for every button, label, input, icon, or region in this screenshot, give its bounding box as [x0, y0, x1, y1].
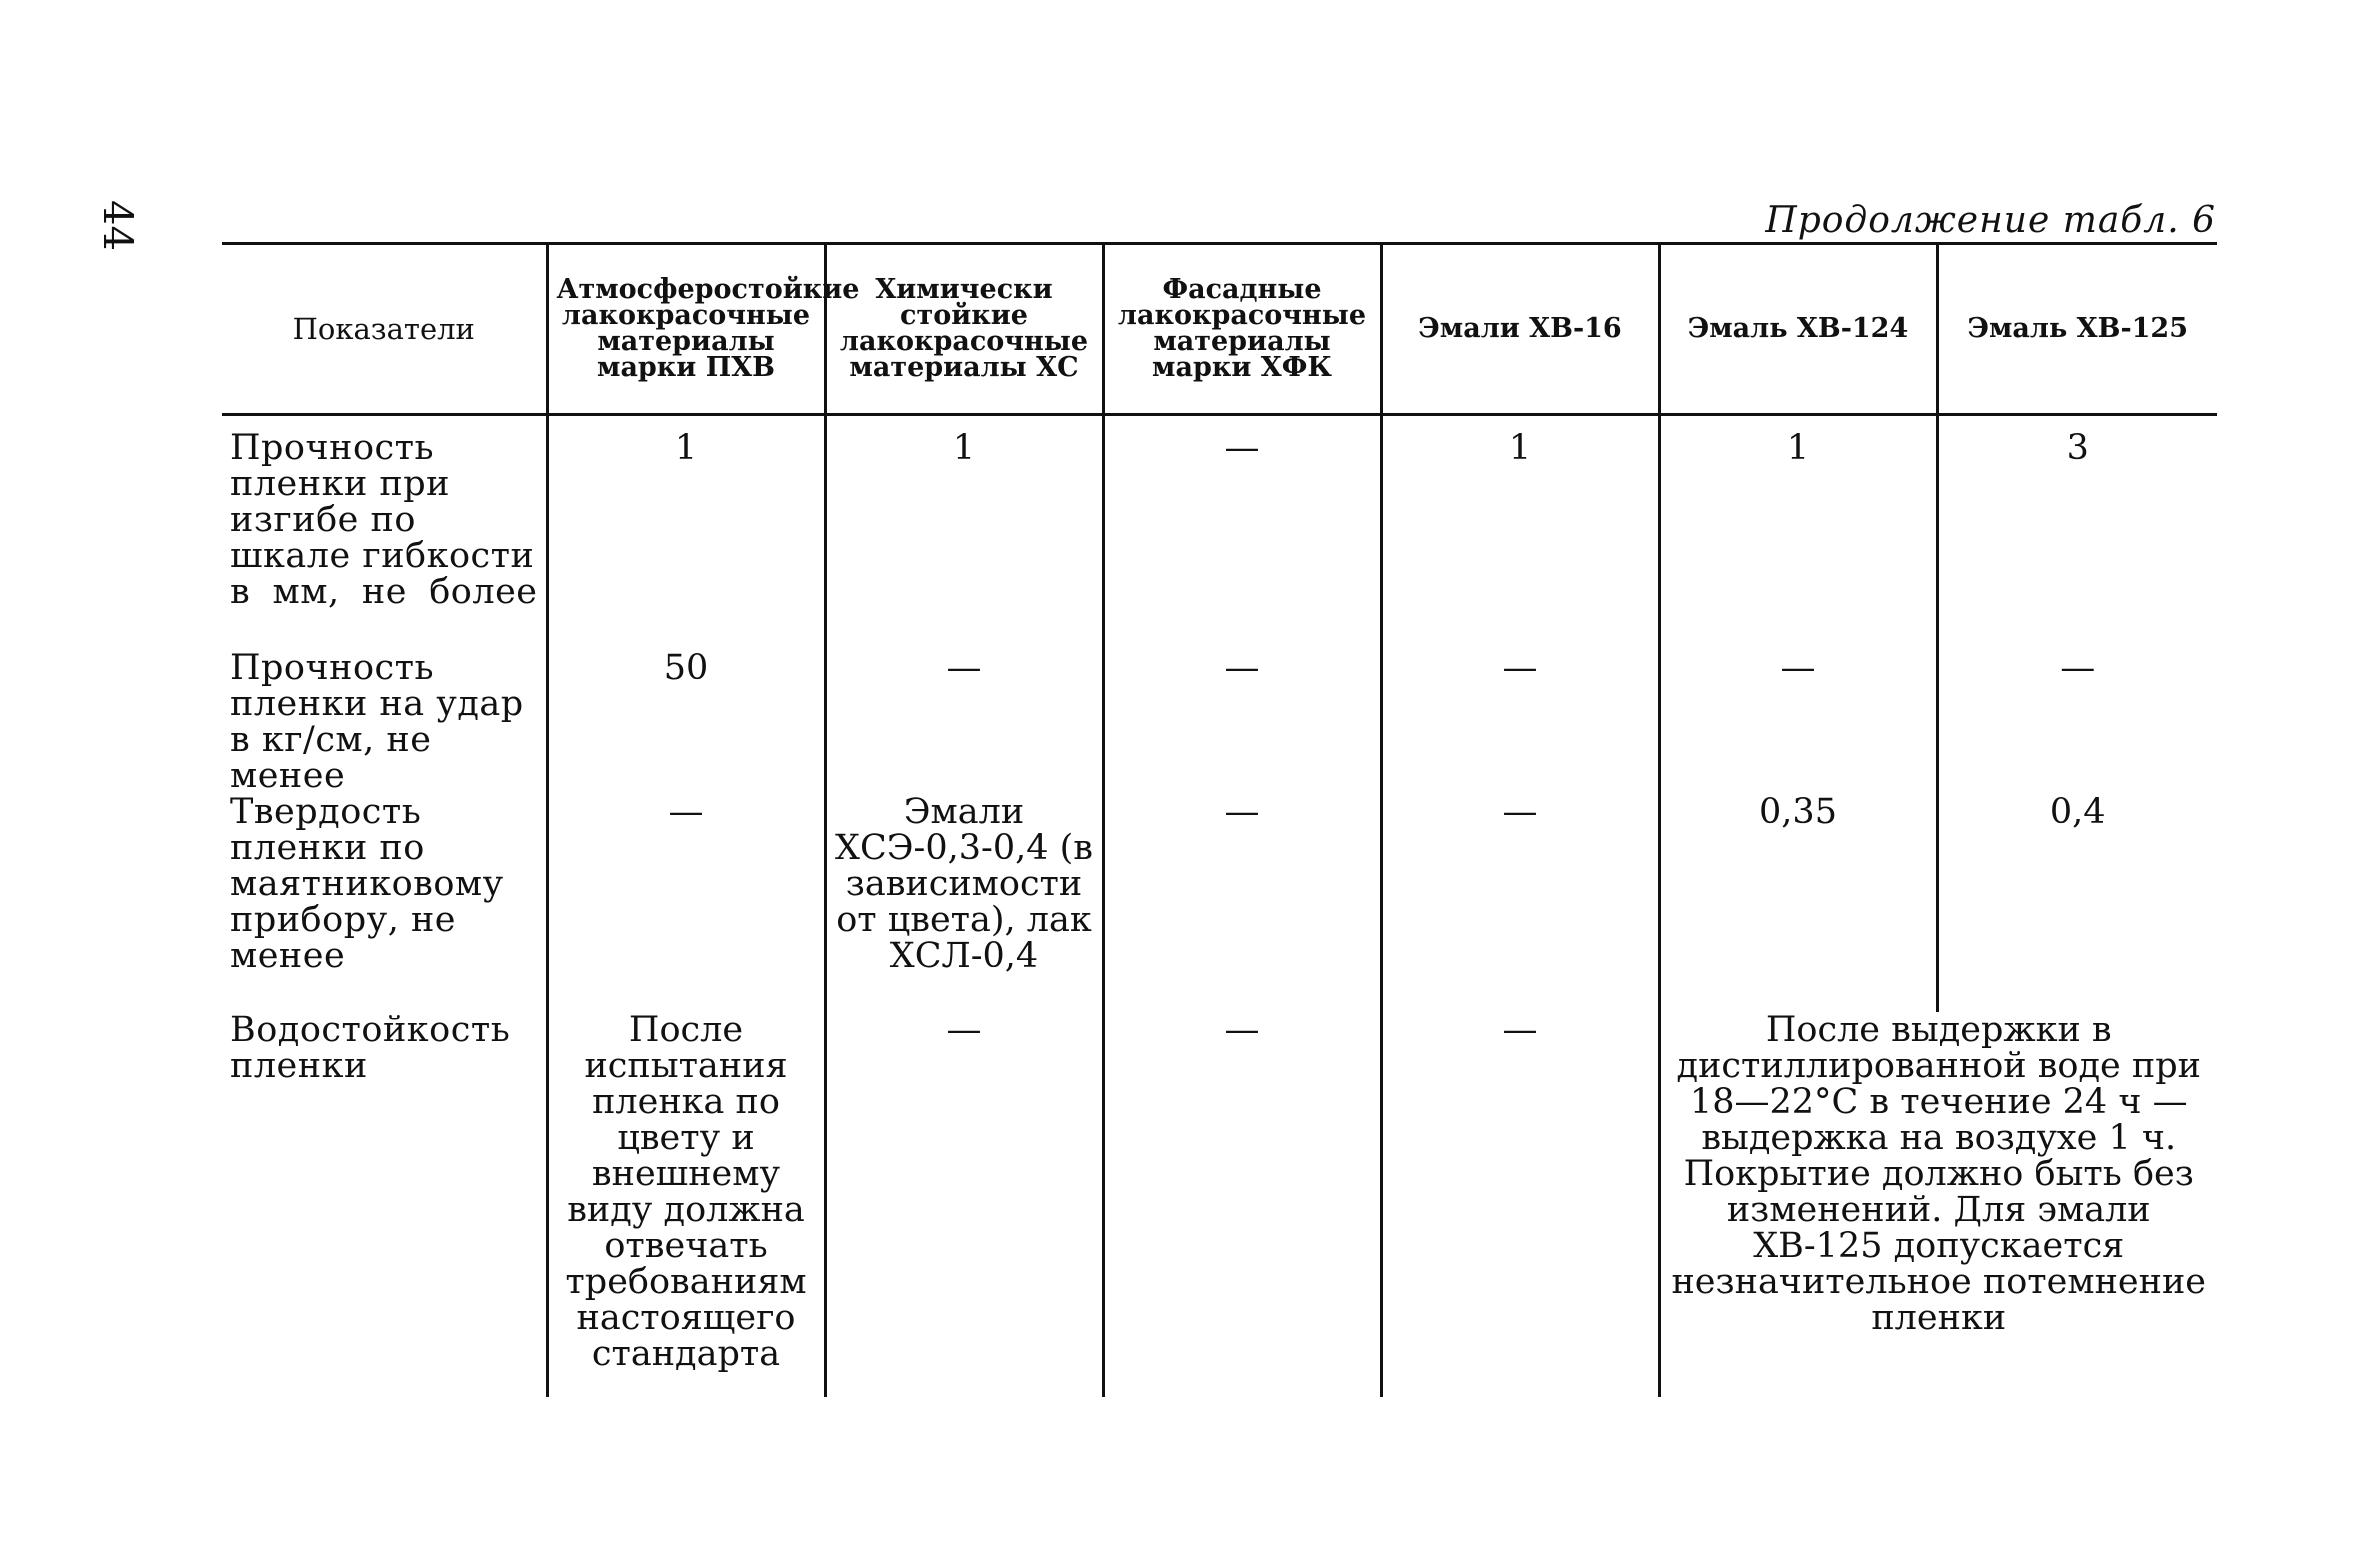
header-indicators: Показатели — [222, 244, 547, 415]
row-label-impact-strength: Прочность пленки на удар в кг/см, не менее — [230, 648, 524, 796]
cell-khv-16: — — [1381, 1012, 1659, 1397]
table-row-hardness — [222, 794, 2217, 1012]
page-number — [94, 200, 140, 251]
row-label-bend-strength: Прочность пленки при изгибе по шкале гибкости в мм, не более — [230, 428, 538, 612]
cell-khv-124: — — [1659, 650, 1937, 794]
row-label-water-resistance: Водостойкость пленки — [230, 1010, 511, 1086]
cell-khs: — — [825, 650, 1103, 794]
cell-khv-125: 3 — [1937, 430, 2217, 650]
cell-khfk: — — [1103, 430, 1381, 650]
header-pkhv: Атмосферостойкие лакокрасочные материалы марки ПХВ — [547, 244, 825, 415]
properties-table — [222, 242, 2217, 1397]
cell-khv-125: — — [1937, 650, 2217, 794]
header-khv-16: Эмали ХВ-16 — [1381, 244, 1659, 415]
cell-khs: 1 — [825, 430, 1103, 650]
cell-khfk: — — [1103, 794, 1381, 1012]
table-row-bend-strength — [222, 430, 2217, 650]
cell-khv-125: 0,4 — [1937, 794, 2217, 1012]
cell-khfk: — — [1103, 1012, 1381, 1397]
header-khv-124: Эмаль ХВ-124 — [1659, 244, 1937, 415]
table-row-water-resistance — [222, 1012, 2217, 1397]
cell-khv-16: 1 — [1381, 430, 1659, 650]
header-khv-125: Эмаль ХВ-125 — [1937, 244, 2217, 415]
header-khfk: Фасадные лакокрасочные материалы марки ХФК — [1103, 244, 1381, 415]
cell-khfk: — — [1103, 650, 1381, 794]
cell-khv-124: 1 — [1659, 430, 1937, 650]
row-label-hardness: Твердость пленки по маятниковому прибору, не менее — [230, 792, 504, 976]
cell-khs: Эмали ХСЭ-0,3-0,4 (в зависимости от цвета), лак ХСЛ-0,4 — [825, 794, 1103, 1012]
cell-pkhv: — — [547, 794, 825, 1012]
table-continuation-caption: Продолжение табл. 6 — [1765, 200, 2216, 241]
cell-khv-16: — — [1381, 794, 1659, 1012]
cell-khv-124-125-note: После выдержки в дистиллированной воде при 18—22°С в течение 24 ч — выдержка на воздухе 1 ч. Покрытие должно быть без изменений. Для эмали ХВ-125 допускается незначительное потемнение пленки — [1659, 1012, 2217, 1397]
table-header-row — [222, 244, 2217, 415]
cell-khv-16: — — [1381, 650, 1659, 794]
table-row-impact-strength — [222, 650, 2217, 794]
cell-pkhv: После испытания пленка по цвету и внешнему виду должна отвечать требованиям настоящего стандарта — [547, 1012, 825, 1397]
cell-pkhv: 1 — [547, 430, 825, 650]
header-khs: Химически стойкие лакокрасочные материалы ХС — [825, 244, 1103, 415]
cell-khv-124: 0,35 — [1659, 794, 1937, 1012]
page-number-text: 44 — [94, 200, 140, 251]
cell-pkhv: 50 — [547, 650, 825, 794]
cell-khs: — — [825, 1012, 1103, 1397]
